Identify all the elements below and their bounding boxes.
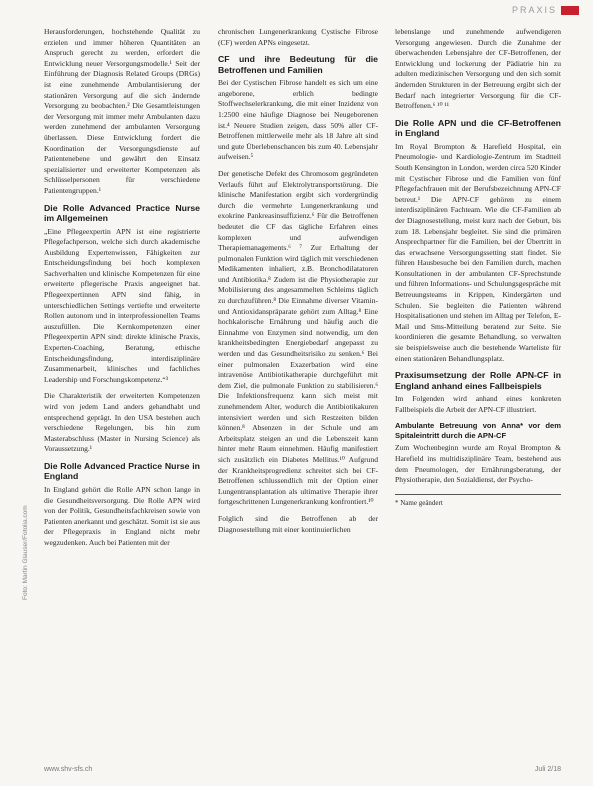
photo-credit: Foto: Martin Glauser/Fotolia.com [22, 505, 29, 600]
footer-url: www.shv-sfs.ch [44, 766, 93, 773]
section-color-mark [561, 6, 579, 15]
column-3 [395, 27, 561, 756]
footer-issue: Juli 2/18 [534, 766, 561, 773]
paragraph: Der genetische Defekt des Chromosom gegründeten Verlaufs führt auf Elektrolytransportstörung. Die klinische Manifestation ergibt sich vordergründig durch die vermehrte Lungenerkrankung und exokrine Pankreasinsuffizienz.⁶ Für die Betroffenen bedeutet die CF das tägliche Erfahren eines komplexen und aufwendigen Therapiemanagements.⁶ ⁷ Zur Erhaltung der pulmonalen Funktion wird täglich mit verschiedenen Medikamenten inhaliert, z.B. Bronchodilatatoren und Antibiotika.⁸ Zudem ist die Physiotherapie zur Mobilisierung des angesammelten Schleims täglich zu durchzuführen.⁸ Die Einnahme diverser Vitamin- und Antioxidanspräparate gehört zum Alltag.⁸ Eine hochkalorische Ernährung und häufig auch die Einnahme von Enzymen sind notwendig, um den krankheitsbedingten Energiebedarf angepasst zu werden und das Gesundheitsrisiko zu senken.⁶ Bei einer pulmonalen Exazerbation wird eine intravenöse Antibiotikatherapie durchgeführt mit dem Ziel, die pulmonale Funktion zu stabilisieren.⁶ Die Infektionsfrequenz kann sich meist mit zunehmendem Alter, wodurch die Antibiotikakuren intensiviert werden und sich Restzeiten bilden können.⁸ Absenzen in der Schule und am Arbeitsplatz steigen an und die Lebenszeit kann hinter mehr Raum einnehmen. Häufig manifestiert sich zusätzlich ein Diabetes Mellitus.¹⁰ Aufgrund der Krankheitsprogredienz schreitet sich bei CF-Betroffenen schlussendlich mit der Option einer Lungentransplantation als ultimative Therapie ihrer fortgeschrittenen Lungenerkrankung konfrontiert.¹⁰ [218, 168, 378, 507]
section-heading: CF und ihre Bedeutung für die Betroffenen und Familien [218, 54, 378, 75]
paragraph: Folglich sind die Betroffenen ab der Diagnosestellung mit einer kontinuierlichen [218, 513, 378, 534]
subsection-heading: Ambulante Betreuung von Anna* vor dem Spitaleintritt durch die APN-CF [395, 421, 561, 441]
section-label: PRAXIS [511, 5, 557, 15]
paragraph: Bei der Cystischen Fibrose handelt es sich um eine angeborene, erblich bedingte Stoffwechselerkrankung, die mit einer Inzidenz von 1:2500 eine häufige Diagnose bei Neugeborenen ist.⁴ Neuere Studien zeigen, dass 50% aller CF-Betroffenen mittlerweile mehr als 18 Jahre alt sind und gute Überlebenschancen bis zum 40. Lebensjahr aufweisen.⁵ [218, 78, 378, 162]
paragraph: Herausforderungen, hochstehende Qualität zu erzielen und immer höheren Quantitäten an Anspruch gerecht zu werden, erfordert die Entwicklung neuer Versorgungsmodelle.¹ Seit der Einführung der Diagnosis Related Groups (DRGs) ist eine zunehmende Ambulantisierung der stationären Versorgung auf die sich ändernde Versorgung zu beobachten.² Die Gesamtleistungen der Versorgung mit immer mehr Ambulanten dazu werden zunehmend der ambulanten Versorgung überlassen. Diese Entwicklung fordert die Koordination der Versorgungsdienste auf Patientenebene und gewährt den Einsatz spezialisierter und erweiterter Kompetenzen als Schlüsselpersonen für verschiedene Patientengruppen.¹ [44, 27, 200, 195]
section-heading: Praxisumsetzung der Rolle APN-CF in England anhand eines Fallbeispiels [395, 370, 561, 391]
column-1 [44, 27, 200, 756]
paragraph: Im Folgenden wird anhand eines konkreten Fallbeispiels die Arbeit der APN-CF illustriert. [395, 394, 561, 414]
footnote: * Name geändert [395, 494, 561, 509]
column-2 [218, 27, 378, 756]
section-heading: Die Rolle APN und die CF-Betroffenen in England [395, 117, 561, 139]
paragraph: chronischen Lungenerkrankung Cystische Fibrose (CF) werden APNs eingesetzt. [218, 27, 378, 47]
section-heading: Die Rolle Advanced Practice Nurse in England [44, 460, 200, 482]
paragraph: lebenslange und zunehmende aufwendigeren Versorgung angewiesen. Durch die Zunahme der überwachenden Lebensjahre der CF-Betroffenen, der Entwicklung und lockerung der Pädiatrie hin zu adulten medizinischen Versorgung und den sich somit ändernden Strukturen in der Betreuung ergibt sich der Bedarf nach integrierter Versorgung für die CF-Betroffenen.⁶ ¹⁰ ¹¹ [395, 27, 561, 111]
section-heading: Die Rolle Advanced Practice Nurse im Allgemeinen [44, 202, 200, 223]
paragraph: Zum Wochenbeginn wurde am Royal Brompton & Harefield ins multidisziplinäre Team, bestehend aus dem Pneumologen, der Ernährungsberatung, der Physiotherapie, den Sozialdienst, der Psycho- [395, 443, 561, 485]
paragraph: „Eine Pflegeexpertin APN ist eine registrierte Pflegefachperson, welche sich durch akademische Ausbildung Expertenwissen, Fähigkeiten zur Entscheidungsfindung bei hoch komplexen Sachverhalten und klinische Kompetenzen für eine erweiterte pflegerische Praxis angeeignet hat. Pflegeexpertinnen APN sind fähig, in unterschiedlichen Settings vertiefte und erweiterte Rollen autonom und in interprofessionellen Teams auszufüllen. Die Kernkompetenzen einer Pflegeexpertin APN sind: direkte klinische Praxis, Experten-Coaching, Beratung, ethische Entscheidungsfindung, interdisziplinäre Zusammenarbeit, klinisches und fachliches Leadership und Forschungskompetenz.“³ [44, 226, 200, 384]
paragraph: In England gehört die Rolle APN schon lange in die Gesundheitsversorgung. Die Rolle APN wird von der Politik, Gesundheitsfachkreisen sowie von Patienten anerkannt und geschätzt. Somit ist sie aus der Pflegepraxis in England nicht mehr wegzudenken. Auch bei Patienten mit der [44, 484, 200, 547]
paragraph: Die Charakteristik der erweiterten Kompetenzen wird von jedem Land anders gehandhabt und entsprechend geprägt. In den USA bestehen auch verschiedene Regelungen, bis hin zum Masterabschluss (Master in Nursing Science) als Voraussetzung.¹ [44, 391, 200, 454]
paragraph: Im Royal Brompton & Harefield Hospital, ein Pneumologie- und Kardiologie-Zentrum im Stadtteil South Kensington in London, werden circa 520 Kinder mit Cystischer Fibrose und die Familien von fünf Pflegefachfrauen mit der Berufsbezeichnung APN-CF betreut.¹ Die APN-CF gehören zu einem interdisziplinären Fachteam. Wie die CF-Familien ab der Diagnosestellung, meist kurz nach der Geburt, bis zum 18. Lebensjahr begleitet. Sie sind die primären Ansprechpartner für die Familien, bei der Übertritt in das erwachsene Versorgungssetting statt findet. Sie führen Hausbesuche bei den Familien durch, machen Konsultationen in der ambulanten CF-Sprechstunde und führen Informations- und Schulungsgespräche mit Betreuungsteams in Krippen, Kindergärten und Schulen. Sie begleiten die Patienten während Hospitalisationen und stehen im Alltag per Telefon, E-Mail und Sms-Mitteilung beratend zur Seite. Sie koordinieren die gesamte Behandlung, so verwalten sie beispielsweise auch die bestehende Warteliste für einen stationären Behandlungsplatz. [395, 141, 561, 363]
